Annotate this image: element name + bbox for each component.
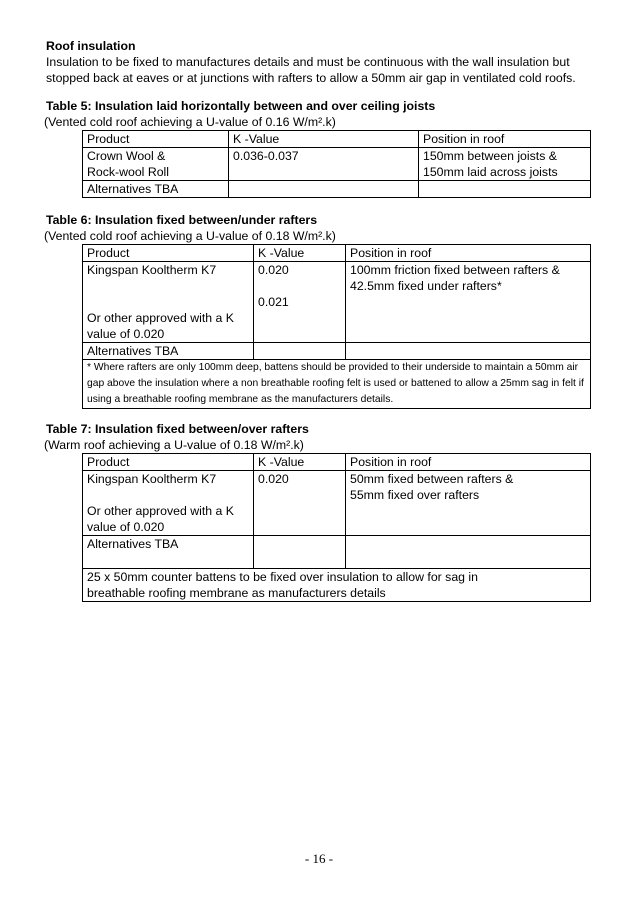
cell-product: Kingspan Kooltherm K7 Or other approved with a K value of 0.020 xyxy=(83,471,254,536)
table6-subtitle: (Vented cold roof achieving a U-value of 0.18 W/m².k) xyxy=(44,229,336,243)
table5 xyxy=(82,130,591,198)
cell-position: 100mm friction fixed between rafters & 42.5mm fixed under rafters* xyxy=(346,262,591,343)
table6-title: Table 6: Insulation fixed between/under rafters xyxy=(46,213,318,227)
cell-k-value xyxy=(229,181,419,198)
header-position: Position in roof xyxy=(346,454,591,471)
cell-position: 150mm between joists & 150mm laid across joists xyxy=(419,148,591,181)
table6 xyxy=(82,244,591,409)
cell-product: Alternatives TBA xyxy=(83,343,254,360)
cell-position xyxy=(346,536,591,569)
roof-insulation-text: Insulation to be fixed to manufactures details and must be continuous with the wall insulation but stopped back at eaves or at junctions with rafters to allow a 50mm air gap in ventilated cold roofs. xyxy=(46,55,576,85)
table5-subtitle: (Vented cold roof achieving a U-value of 0.16 W/m².k) xyxy=(44,115,336,129)
cell-product: Alternatives TBA xyxy=(83,536,254,569)
cell-k-value: 0.036-0.037 xyxy=(229,148,419,181)
table6-note: * Where rafters are only 100mm deep, battens should be provided to their underside to maintain a 50mm air gap above the insulation where a non breathable roofing felt is used or battened to allow a 25mm sag in felt if using a breathable roofing membrane as the manufacturers details. xyxy=(83,360,591,409)
page-number: - 16 - xyxy=(304,851,334,866)
table7-note: 25 x 50mm counter battens to be fixed over insulation to allow for sag in breathable roofing membrane as manufacturers details xyxy=(83,569,591,602)
table-row xyxy=(83,343,591,360)
header-position: Position in roof xyxy=(419,131,591,148)
table5-title: Table 5: Insulation laid horizontally between and over ceiling joists xyxy=(46,99,436,113)
table-header-row xyxy=(83,454,591,471)
table-row xyxy=(83,536,591,569)
cell-k-value: 0.020 0.021 xyxy=(254,262,346,343)
table-header-row xyxy=(83,131,591,148)
cell-k-value: 0.020 xyxy=(254,471,346,536)
cell-position: 50mm fixed between rafters & 55mm fixed over rafters xyxy=(346,471,591,536)
cell-product: Kingspan Kooltherm K7 Or other approved with a K value of 0.020 xyxy=(83,262,254,343)
table-row xyxy=(83,148,591,181)
header-k-value: K -Value xyxy=(254,245,346,262)
header-k-value: K -Value xyxy=(229,131,419,148)
table-row xyxy=(83,181,591,198)
table-note-row xyxy=(83,569,591,602)
roof-insulation-heading: Roof insulation xyxy=(46,39,136,53)
header-k-value: K -Value xyxy=(254,454,346,471)
header-product: Product xyxy=(83,454,254,471)
table7-subtitle: (Warm roof achieving a U-value of 0.18 W/m².k) xyxy=(44,438,304,452)
cell-k-value xyxy=(254,536,346,569)
cell-position xyxy=(346,343,591,360)
header-position: Position in roof xyxy=(346,245,591,262)
table-header-row xyxy=(83,245,591,262)
cell-product: Alternatives TBA xyxy=(83,181,229,198)
table-note-row xyxy=(83,360,591,409)
document-page xyxy=(46,38,594,602)
header-product: Product xyxy=(83,245,254,262)
cell-position xyxy=(419,181,591,198)
header-product: Product xyxy=(83,131,229,148)
cell-product: Crown Wool & Rock-wool Roll xyxy=(83,148,229,181)
table7-title: Table 7: Insulation fixed between/over rafters xyxy=(46,422,309,436)
cell-k-value xyxy=(254,343,346,360)
table-row xyxy=(83,471,591,536)
table-row xyxy=(83,262,591,343)
table7 xyxy=(82,453,591,602)
